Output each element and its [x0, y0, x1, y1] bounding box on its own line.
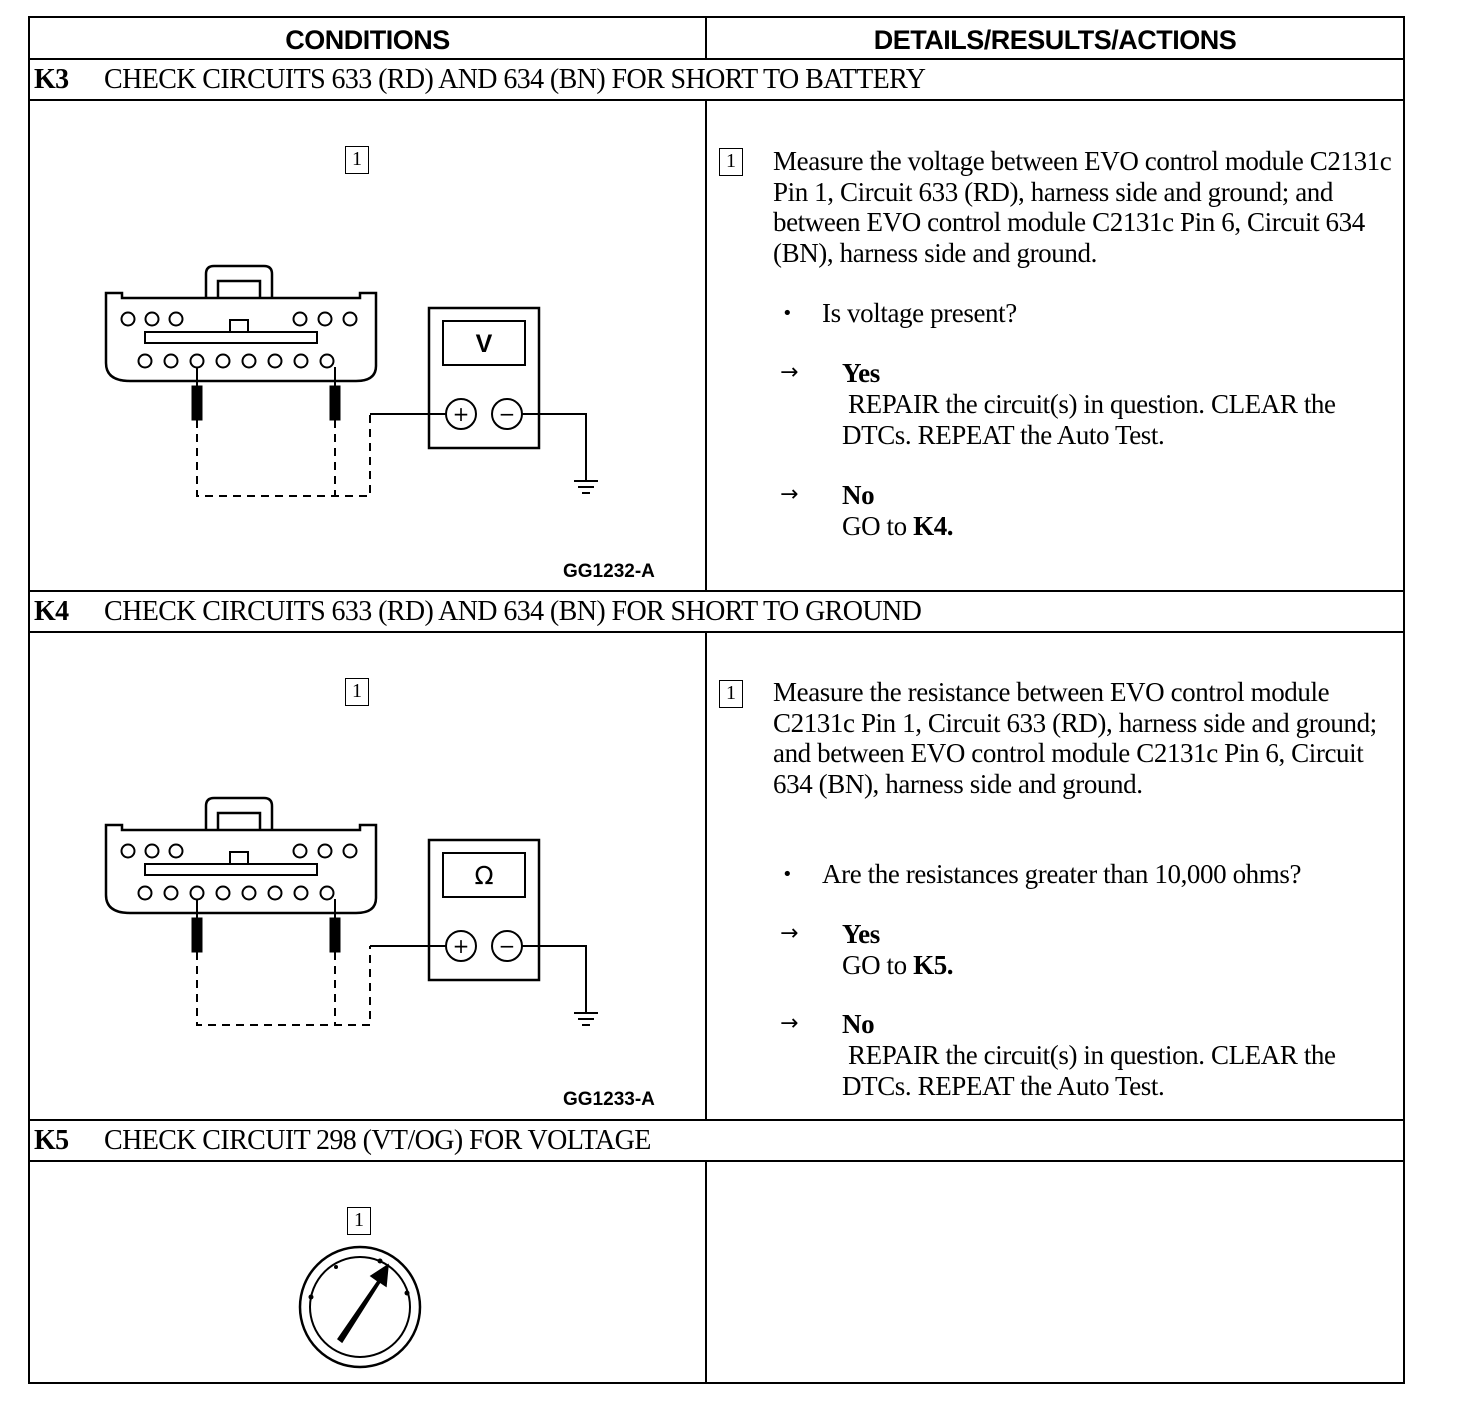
meter-symbol: Ω — [474, 861, 494, 890]
connector-key — [230, 320, 248, 332]
pin — [294, 313, 307, 326]
minus-sign: − — [498, 934, 516, 958]
pin — [321, 355, 334, 368]
position-mark — [405, 1291, 410, 1296]
divider — [28, 590, 1405, 592]
connector-key — [230, 852, 248, 864]
figure-step-number: 1 — [345, 146, 369, 174]
figure-step-number: 1 — [347, 1207, 371, 1235]
arrow-icon: → — [780, 482, 799, 507]
goto-link-k4[interactable]: K4. — [913, 511, 954, 541]
pin — [139, 887, 152, 900]
divider — [28, 1119, 1405, 1121]
detail-step-number: 1 — [719, 680, 743, 708]
plus-sign: + — [452, 402, 470, 426]
pin — [295, 887, 308, 900]
figure-id: GG1233-A — [563, 1089, 655, 1110]
figure-step-number: 1 — [345, 678, 369, 706]
column-header-conditions: CONDITIONS — [285, 25, 450, 55]
goto-link-k5[interactable]: K5. — [913, 950, 954, 980]
position-mark — [309, 1295, 314, 1300]
pin — [191, 355, 204, 368]
key-arrow-icon — [338, 1265, 388, 1342]
step-title-text: CHECK CIRCUIT 298 (VT/OG) FOR VOLTAGE — [104, 1125, 651, 1156]
pin — [344, 845, 357, 858]
step-code: K3 — [34, 64, 69, 95]
connector-latch-inner — [218, 813, 260, 830]
pin — [269, 355, 282, 368]
connector-slot — [145, 864, 317, 875]
position-mark — [334, 1265, 338, 1269]
step-code: K4 — [34, 596, 69, 627]
pin — [170, 313, 183, 326]
arrow-icon: → — [780, 1011, 799, 1036]
yes-action-text: GO to — [842, 950, 907, 980]
divider — [705, 99, 707, 592]
divider — [705, 631, 707, 1121]
pin — [170, 845, 183, 858]
step-title-k3 — [34, 61, 925, 99]
bullet: • — [782, 864, 793, 885]
pin — [243, 355, 256, 368]
pin — [344, 313, 357, 326]
plus-sign: + — [452, 934, 470, 958]
pin — [243, 887, 256, 900]
detail-step-number: 1 — [719, 148, 743, 176]
instruction-text: Measure the resistance between EVO control module C2131c Pin 1, Circuit 633 (RD), harness side and ground; and between EVO control module C2131c Pin 6, Circuit 634 (BN), harness side and ground. — [773, 677, 1377, 799]
no-action: REPAIR the circuit(s) in question. CLEAR the DTCs. REPEAT the Auto Test. — [842, 1040, 1336, 1101]
pin — [319, 845, 332, 858]
step-code: K5 — [34, 1125, 69, 1156]
connector-slot — [145, 332, 317, 343]
yes-label: Yes — [842, 358, 880, 388]
probe-lead — [197, 414, 370, 496]
no-action-text: GO to — [842, 511, 907, 541]
divider — [705, 1160, 707, 1384]
connector-voltmeter-diagram — [30, 101, 705, 590]
pin — [122, 313, 135, 326]
probe-tip — [192, 386, 202, 420]
no-action — [842, 511, 953, 542]
probe-tip — [330, 386, 340, 420]
pin — [191, 887, 204, 900]
pin — [294, 845, 307, 858]
step-title-text: CHECK CIRCUITS 633 (RD) AND 634 (BN) FOR SHORT TO GROUND — [104, 596, 922, 627]
probe-tip — [192, 918, 202, 952]
connector-latch-inner — [218, 281, 260, 298]
no-label: No — [842, 1009, 875, 1039]
pin — [165, 887, 178, 900]
pin — [319, 313, 332, 326]
no-label: No — [842, 480, 875, 510]
meter-symbol: V — [475, 330, 493, 358]
arrow-icon: → — [780, 921, 799, 946]
pin — [295, 355, 308, 368]
probe-lead — [197, 946, 370, 1025]
divider — [28, 1160, 1405, 1162]
pin — [139, 355, 152, 368]
connector-ohmmeter-diagram — [30, 633, 705, 1119]
pin — [217, 355, 230, 368]
pin — [165, 355, 178, 368]
pin — [146, 313, 159, 326]
yes-action — [842, 950, 953, 981]
question-text: Are the resistances greater than 10,000 ohms? — [822, 859, 1302, 889]
position-mark — [378, 1259, 383, 1264]
minus-sign: − — [498, 402, 516, 426]
step-title-k4 — [34, 593, 921, 631]
question-text: Is voltage present? — [822, 298, 1017, 328]
figure-id: GG1232-A — [563, 561, 655, 582]
instruction-text: Measure the voltage between EVO control module C2131c Pin 1, Circuit 633 (RD), harness side and ground; and between EVO control module C2131c Pin 6, Circuit 634 (BN), harness side and ground. — [773, 146, 1392, 268]
step-title-text: CHECK CIRCUITS 633 (RD) AND 634 (BN) FOR SHORT TO BATTERY — [104, 64, 926, 95]
bullet: • — [782, 303, 793, 324]
ignition-switch-diagram — [290, 1245, 430, 1375]
arrow-icon: → — [780, 360, 799, 385]
column-header-details: DETAILS/RESULTS/ACTIONS — [873, 25, 1237, 55]
yes-label: Yes — [842, 919, 880, 949]
pin — [217, 887, 230, 900]
probe-tip — [330, 918, 340, 952]
multimeter-body — [429, 308, 539, 448]
pin — [269, 887, 282, 900]
pin — [122, 845, 135, 858]
pin — [146, 845, 159, 858]
yes-action: REPAIR the circuit(s) in question. CLEAR the DTCs. REPEAT the Auto Test. — [842, 389, 1336, 450]
step-title-k5 — [34, 1122, 651, 1160]
pin — [321, 887, 334, 900]
